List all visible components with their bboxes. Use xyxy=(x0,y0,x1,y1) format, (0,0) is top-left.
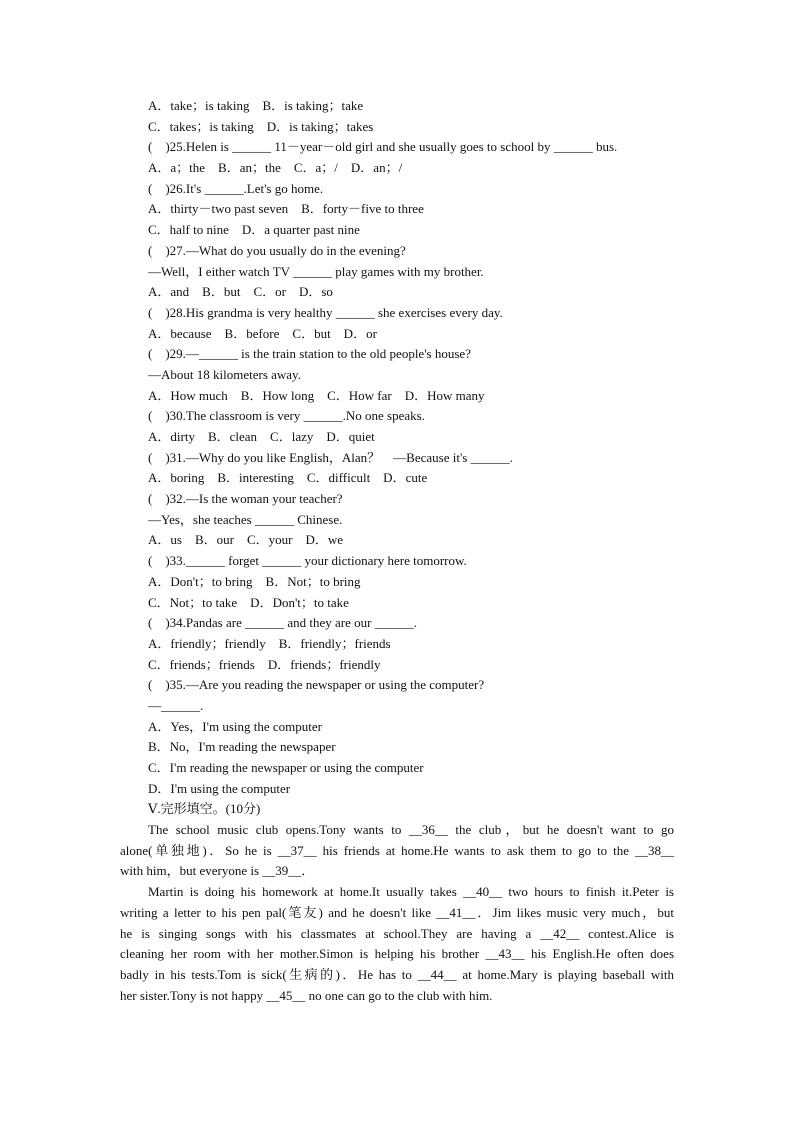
passage-line: badly in his tests.Tom is sick(生病的)．He has to __44__ at home.Mary is playing baseball with xyxy=(120,966,674,982)
option-line: A．a；the B．an；the C．a；/ D．an；/ xyxy=(148,160,403,176)
dialogue-line: —Well，I either watch TV ______ play games with my brother. xyxy=(148,263,484,279)
dialogue-line: —Yes，she teaches ______ Chinese. xyxy=(148,511,343,527)
passage-line: writing a letter to his pen pal(笔友) and he doesn't like __41__．Jim likes music very much，but xyxy=(120,904,674,920)
passage-line: The school music club opens.Tony wants to __36__ the club，but he doesn't want to go xyxy=(148,822,674,838)
option-line: A．thirty－two past seven B．forty－five to three xyxy=(148,201,424,217)
option-line: A．dirty B．clean C．lazy D．quiet xyxy=(148,429,375,444)
option-line: A．Don't；to bring B．Not；to bring xyxy=(148,573,361,589)
option-line: C．Not；to take D．Don't；to take xyxy=(148,594,349,610)
option-line: A．us B．our C．your D．we xyxy=(148,532,343,548)
option-line: C．I'm reading the newspaper or using the computer xyxy=(148,760,424,775)
question-line: ( )34.Pandas are ______ and they are our ______. xyxy=(148,615,417,631)
question-line: ( )28.His grandma is very healthy ______ she exercises every day. xyxy=(148,304,503,320)
question-line: ( )27.—What do you usually do in the evening? xyxy=(148,242,406,258)
option-line: D．I'm using the computer xyxy=(148,780,291,796)
dialogue-line: —About 18 kilometers away. xyxy=(148,366,301,382)
option-line: A．because B．before C．but D．or xyxy=(148,325,377,341)
section-heading: Ⅴ.完形填空。(10分) xyxy=(148,801,261,817)
option-line: A．and B．but C．or D．so xyxy=(148,284,333,300)
passage-line: he is singing songs with his classmates at school.They are having a __42__ contest.Alice is xyxy=(120,925,674,941)
passage-line: with him，but everyone is __39__． xyxy=(120,863,315,879)
question-line: ( )26.It's ______.Let's go home. xyxy=(148,180,324,196)
option-line: B．No，I'm reading the newspaper xyxy=(148,739,336,755)
question-line: ( )25.Helen is ______ 11－year－old girl and she usually goes to school by ______ bus. xyxy=(148,139,618,155)
exam-page xyxy=(0,96,794,1006)
passage-line: her sister.Tony is not happy __45__ no one can go to the club with him. xyxy=(120,987,493,1003)
option-line: C．takes；is taking D．is taking；takes xyxy=(148,118,374,134)
question-line: ( )30.The classroom is very ______.No one speaks. xyxy=(148,408,425,424)
question-line: ( )35.—Are you reading the newspaper or using the computer? xyxy=(148,677,485,693)
question-line: ( )33.______ forget ______ your dictionary here tomorrow. xyxy=(148,553,467,569)
option-line: C．half to nine D．a quarter past nine xyxy=(148,222,360,238)
passage-line: Martin is doing his homework at home.It usually takes __40__ two hours to finish it.Peter is xyxy=(148,884,674,900)
passage-line: cleaning her room with her mother.Simon is helping his brother __43__ his English.He often does xyxy=(120,946,674,962)
question-line: ( )29.—______ is the train station to the old people's house? xyxy=(148,346,471,362)
question-line: ( )31.—Why do you like English，Alan？ —Because it's ______. xyxy=(148,449,513,465)
option-line: A．friendly；friendly B．friendly；friends xyxy=(148,635,391,651)
option-line: A．take；is taking B．is taking；take xyxy=(148,98,364,113)
option-line: C．friends；friends D．friends；friendly xyxy=(148,656,381,672)
option-line: A．Yes，I'm using the computer xyxy=(148,718,322,734)
question-line: ( )32.—Is the woman your teacher? xyxy=(148,491,343,507)
dialogue-line: —______. xyxy=(148,697,204,713)
option-line: A．How much B．How long C．How far D．How many xyxy=(148,387,485,403)
option-line: A．boring B．interesting C．difficult D．cute xyxy=(148,470,428,486)
passage-line: alone(单独地)．So he is __37__ his friends at home.He wants to ask them to go to the __38__ xyxy=(120,842,674,858)
